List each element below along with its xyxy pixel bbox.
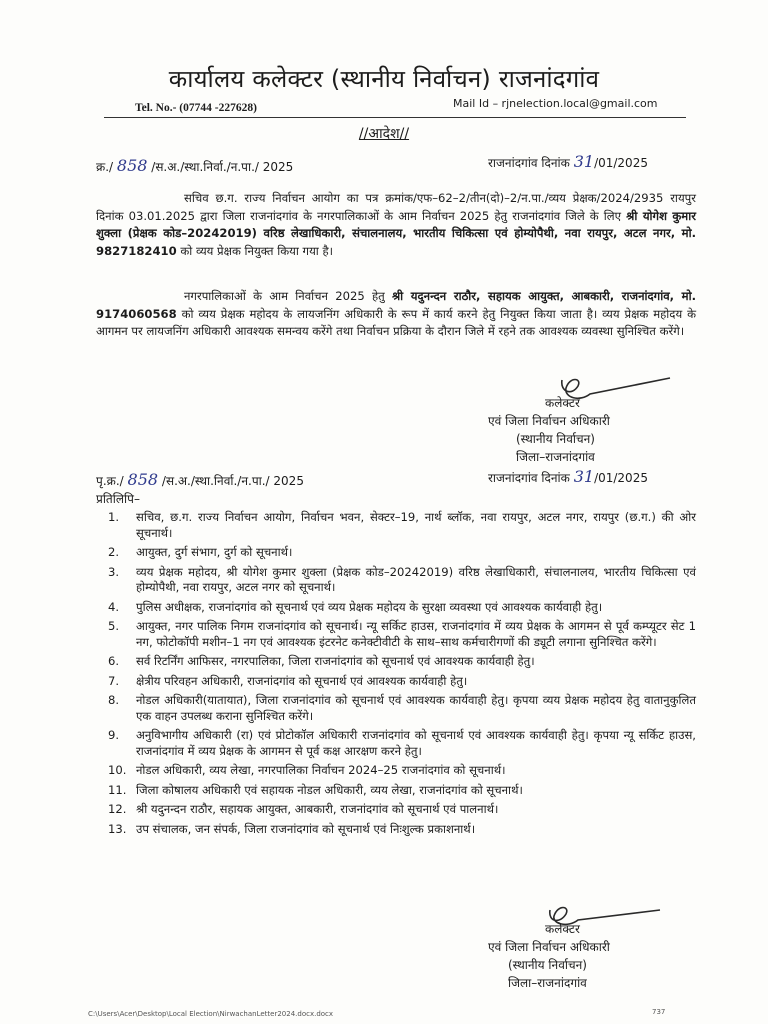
copy-to-label: प्रतिलिपि– (96, 492, 140, 506)
copy-item (96, 600, 696, 616)
copy-date: राजनांदगांव दिनांक 31/01/2025 (488, 467, 648, 486)
copy-item-text: सर्व रिटर्निंग आफिसर, नगरपालिका, जिला राजनांदगांव को सूचनार्थ एवं आवश्यक कार्यवाही हेतु। (136, 654, 535, 668)
ref-prefix: क्र./ (96, 160, 114, 174)
copy-item-text: क्षेत्रीय परिवहन अधिकारी, राजनांदगांव को सूचनार्थ एवं आवश्यक कार्यवाही हेतु। (136, 673, 468, 688)
signature-scribble (520, 900, 680, 934)
header-divider (104, 117, 686, 118)
signature-designation: कलेक्टर (545, 396, 580, 410)
signature-officer: एवं जिला निर्वाचन अधिकारी (488, 414, 610, 428)
copy-item-number: 12. (108, 802, 127, 816)
copy-list (96, 510, 696, 841)
handwritten-day: 31 (573, 152, 595, 171)
copy-item (96, 565, 696, 596)
signature-district: जिला–राजनांदगांव (516, 450, 595, 464)
copy-item-number: 10. (108, 763, 127, 777)
copy-item (96, 693, 696, 724)
copy-item-number: 9. (108, 728, 120, 742)
file-path: C:\Users\Acer\Desktop\Local Election\NirwachanLetter2024.docx.docx (88, 1010, 334, 1018)
copy-item-number: 6. (108, 654, 120, 668)
copy-item (96, 822, 696, 838)
copy-item-number: 7. (108, 673, 120, 688)
handwritten-day: 31 (573, 467, 595, 486)
signature-district: जिला–राजनांदगांव (508, 976, 587, 990)
signature-officer: एवं जिला निर्वाचन अधिकारी (488, 940, 610, 954)
signature-designation: कलेक्टर (545, 922, 580, 936)
copy-item-text: व्यय प्रेक्षक महोदय, श्री योगेश कुमार शुक्ला (प्रेक्षक कोड–20242019) वरिष्ठ लेखाधिकारी, संचालनालय, भारतीय चिकित्सा एवं होम्योपैथी, नवा रायपुर, अटल नगर को सूचनार्थ। (136, 564, 696, 594)
office-title: कार्यालय कलेक्टर (स्थानीय निर्वाचन) राजनांदगांव (168, 65, 600, 93)
body-paragraph-2: नगरपालिकाओं के आम निर्वाचन 2025 हेतु श्री यदुनन्दन राठौर, सहायक आयुक्त, आबकारी, राजनांदगांव, मो. 9174060568 को व्यय प्रेक्षक महोदय के लायजनिंग अधिकारी के रूप में कार्य करने हेतु नियुक्त किया जाता है। व्यय प्रेक्षक महोदय के आगमन पर लायजनिंग अधिकारी आवश्यक समन्वय करेंगे तथा निर्वाचन प्रक्रिया के दौरान जिले में रहने तक आवश्यक व्यवस्था सुनिश्चित करेंगे। (96, 289, 696, 338)
copy-item-number: 13. (108, 821, 127, 836)
copy-item (96, 654, 696, 670)
copy-item-number: 8. (108, 693, 120, 707)
copy-item-text: आयुक्त, दुर्ग संभाग, दुर्ग को सूचनार्थ। (136, 545, 293, 559)
copy-item-number: 3. (108, 564, 120, 579)
page-number: 737 (652, 1008, 666, 1016)
body-paragraph-1: सचिव छ.ग. राज्य निर्वाचन आयोग का पत्र क्रमांक/एफ–62–2/तीन(दो)–2/न.पा./व्यय प्रेक्षक/2024/2935 रायपुर दिनांक 03.01.2025 द्वारा जिला राजनांदगांव के नगरपालिकाओं के आम निर्वाचन 2025 हेतु राजनांदगांव जिले के लिए श्री योगेश कुमार शुक्ला (प्रेक्षक कोड–20242019) वरिष्ठ लेखाधिकारी, संचालनालय, भारतीय चिकित्सा एवं होम्योपैथी, नवा रायपुर, अटल नगर, मो. 9827182410 को व्यय प्रेक्षक नियुक्त किया गया है। (96, 191, 696, 258)
copy-item (96, 674, 696, 690)
copy-item (96, 545, 696, 561)
copy-item-text: अनुविभागीय अधिकारी (रा) एवं प्रोटोकॉल अधिकारी राजनांदगांव को सूचनार्थ एवं आवश्यक कार्यवाही हेतु। कृपया न्यू सर्किट हाउस, राजनांदगांव में व्यय प्रेक्षक के आगमन से पूर्व कक्ष आरक्षण करने हेतु। (136, 728, 696, 758)
copy-item (96, 728, 696, 759)
copy-item-text: आयुक्त, नगर पालिक निगम राजनांदगांव को सूचनार्थ। न्यू सर्किट हाउस, राजनांदगांव में व्यय प्रेक्षक के आगमन से पूर्व कम्प्यूटर सेट 1 नग, फोटोकॉपी मशीन–1 नग एवं आवश्यक इंटरनेट कनेक्टीवीटी के साथ–साथ कर्मचारीगणों की ड्यूटी लगाना सुनिश्चित करेंगे। (136, 619, 696, 649)
email-address: Mail Id – rjnelection.local@gmail.com (453, 97, 658, 110)
ref-suffix: /स.अ./स्था.निर्वा./न.पा./ 2025 (151, 160, 294, 174)
signature-scribble (520, 372, 680, 412)
copy-item (96, 510, 696, 541)
copy-item-number: 11. (108, 782, 127, 797)
copy-item-number: 1. (108, 510, 120, 524)
copy-item (96, 763, 696, 779)
copy-item (96, 619, 696, 650)
copy-item-text: श्री यदुनन्दन राठौर, सहायक आयुक्त, आबकारी, राजनांदगांव को सूचनार्थ एवं पालनार्थ। (136, 802, 499, 816)
signature-department: (स्थानीय निर्वाचन) (508, 958, 587, 972)
copy-item-text: नोडल अधिकारी(यातायात), जिला राजनांदगांव को सूचनार्थ एवं आवश्यक कार्यवाही हेतु। कृपया व्यय प्रेक्षक महोदय हेतु वातानुकुलित एक वाहन उपलब्ध कराना सुनिश्चित करेंगे। (136, 693, 696, 723)
copy-item-number: 5. (108, 619, 120, 633)
copy-item-number: 4. (108, 599, 120, 614)
copy-item-number: 2. (108, 545, 120, 559)
handwritten-ref-number: 858 (127, 470, 159, 489)
order-heading: //आदेश// (358, 126, 410, 142)
copy-item-text: सचिव, छ.ग. राज्य निर्वाचन आयोग, निर्वाचन भवन, सेक्टर–19, नार्थ ब्लॉक, नवा रायपुर, अटल नगर, रायपुर (छ.ग.) की ओर सूचनार्थ। (136, 510, 696, 540)
copy-item (96, 802, 696, 818)
handwritten-ref-number: 858 (116, 156, 148, 175)
copy-item (96, 783, 696, 799)
copy-item-text: पुलिस अधीक्षक, राजनांदगांव को सूचनार्थ एवं व्यय प्रेक्षक महोदय के सुरक्षा व्यवस्था एवं आवश्यक कार्यवाही हेतु। (136, 599, 603, 614)
copy-item-text: नोडल अधिकारी, व्यय लेखा, नगरपालिका निर्वाचन 2024–25 राजनांदगांव को सूचनार्थ। (136, 763, 506, 777)
order-reference (96, 156, 293, 175)
telephone-number: Tel. No.- (07744 -227628) (135, 102, 257, 114)
copy-reference: पृ.क्र./ 858 /स.अ./स्था.निर्वा./न.पा./ 2025 (96, 470, 304, 489)
signature-department: (स्थानीय निर्वाचन) (516, 432, 595, 446)
copy-item-text: जिला कोषालय अधिकारी एवं सहायक नोडल अधिकारी, व्यय लेखा, राजनांदगांव को सूचनार्थ। (136, 782, 523, 797)
order-date: राजनांदगांव दिनांक 31/01/2025 (488, 152, 648, 171)
copy-item-text: उप संचालक, जन संपर्क, जिला राजनांदगांव को सूचनार्थ एवं निःशुल्क प्रकाशनार्थ। (136, 821, 476, 836)
